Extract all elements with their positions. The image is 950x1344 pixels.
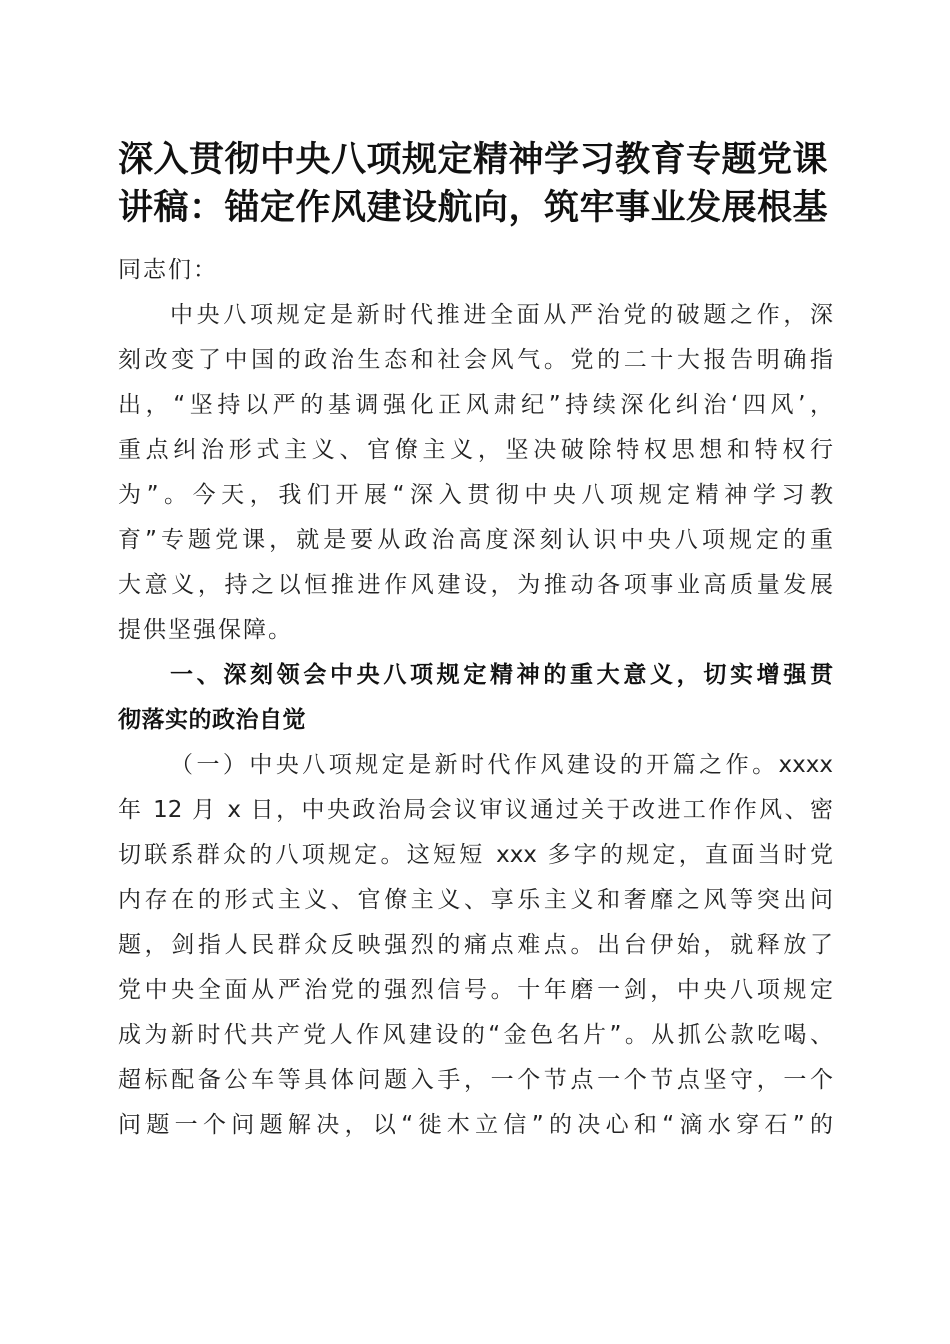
title-line: 深入贯彻中央八项规定精神学习教育专题党课	[118, 139, 829, 180]
intro-line: 中央八项规定是新时代推进全面从严治党的破题之作，深	[170, 302, 833, 328]
section-heading-line: 一、深刻领会中央八项规定精神的重大意义，切实增强贯	[170, 662, 833, 688]
intro-line: 提供坚强保障。	[118, 617, 293, 643]
document-title	[118, 136, 858, 232]
intro-line: 重点纠治形式主义、官僚主义，坚决破除特权思想和特权行	[118, 437, 833, 463]
subsection-line: （一）中央八项规定是新时代作风建设的开篇之作。xxxx	[170, 752, 833, 778]
title-line: 讲稿：锚定作风建设航向，筑牢事业发展根基	[118, 187, 829, 228]
subsection-line: 党中央全面从严治党的强烈信号。十年磨一剑，中央八项规定	[118, 977, 833, 1003]
subsection-line: 问题一个问题解决，以“徙木立信”的决心和“滴水穿石”的	[118, 1112, 833, 1138]
intro-line: 大意义，持之以恒推进作风建设，为推动各项事业高质量发展	[118, 572, 833, 598]
intro-line: 育”专题党课，就是要从政治高度深刻认识中央八项规定的重	[118, 527, 833, 553]
subsection-line: 内存在的形式主义、官僚主义、享乐主义和奢靡之风等突出问	[118, 887, 833, 913]
subsection-line: 切联系群众的八项规定。这短短 xxx 多字的规定，直面当时党	[118, 842, 833, 868]
subsection-line: 年 12 月 x 日，中央政治局会议审议通过关于改进工作作风、密	[118, 797, 833, 823]
subsection-line: 超标配备公车等具体问题入手，一个节点一个节点坚守，一个	[118, 1067, 833, 1093]
intro-line: 刻改变了中国的政治生态和社会风气。党的二十大报告明确指	[118, 347, 833, 373]
intro-line: 出，“坚持以严的基调强化正风肃纪”持续深化纠治‘四风’，	[118, 392, 833, 418]
section-heading-line: 彻落实的政治自觉	[118, 707, 306, 733]
document-body	[118, 248, 833, 1148]
subsection-line: 题，剑指人民群众反映强烈的痛点难点。出台伊始，就释放了	[118, 932, 833, 958]
intro-line: 为”。今天，我们开展“深入贯彻中央八项规定精神学习教	[118, 482, 833, 508]
subsection-line: 成为新时代共产党人作风建设的“金色名片”。从抓公款吃喝、	[118, 1022, 833, 1048]
greeting: 同志们：	[118, 257, 218, 283]
